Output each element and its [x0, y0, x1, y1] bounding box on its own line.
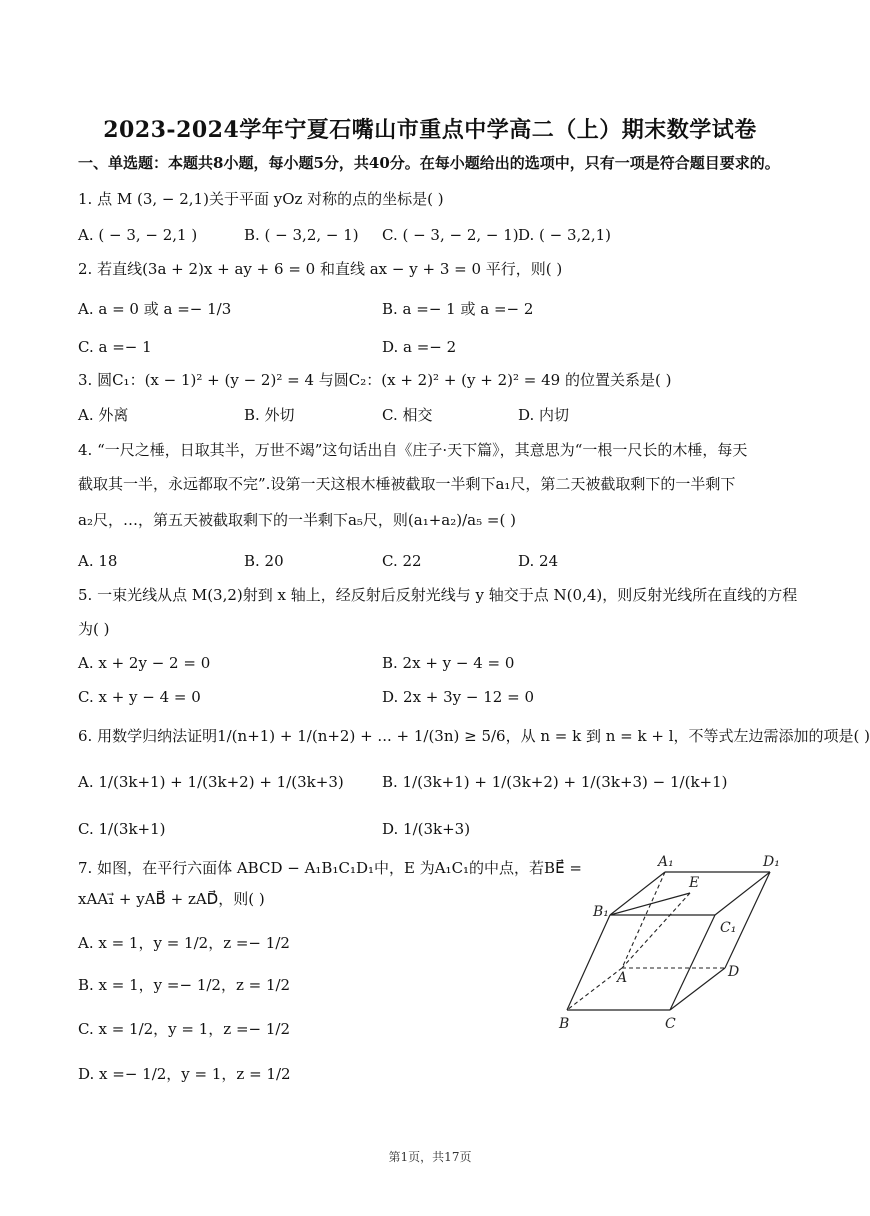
question-4-stem-line-3: a₂尺，…，第五天被截取剩下的一半剩下a₅尺，则(a₁+a₂)/a₅ =( ) — [78, 511, 516, 529]
label-e: E — [689, 875, 700, 891]
edge-b1-b — [567, 915, 610, 1010]
q3-option-c: C. 相交 — [382, 406, 433, 424]
label-c: C — [665, 1016, 676, 1032]
q6-option-b: B. 1/(3k+1) + 1/(3k+2) + 1/(3k+3) − 1/(k+1) — [382, 773, 728, 791]
q6-option-a: A. 1/(3k+1) + 1/(3k+2) + 1/(3k+3) — [78, 773, 344, 791]
q4-option-b: B. 20 — [244, 552, 284, 570]
label-d: D — [728, 964, 740, 980]
q1-option-d: D. ( − 3,2,1) — [518, 226, 612, 244]
q6-option-c: C. 1/(3k+1) — [78, 820, 166, 838]
q3-option-d: D. 内切 — [518, 406, 570, 424]
q1-option-b: B. ( − 3,2, − 1) — [244, 226, 359, 244]
edge-b1-a1 — [610, 872, 665, 915]
section-heading: 一、单选题：本题共8小题，每小题5分，共40分。在每小题给出的选项中，只有一项是符合题目要求的。 — [78, 154, 780, 172]
question-3-stem: 3. 圆C₁：(x − 1)² + (y − 2)² = 4 与圆C₂：(x + 2)² + (y + 2)² = 49 的位置关系是( ) — [78, 371, 672, 389]
label-d1: D₁ — [763, 854, 780, 870]
q2-option-d: D. a =− 2 — [382, 338, 457, 356]
q4-option-c: C. 22 — [382, 552, 422, 570]
q3-option-b: B. 外切 — [244, 406, 295, 424]
label-c1: C₁ — [720, 920, 737, 936]
segment-e-a-hidden — [622, 893, 690, 968]
question-4-stem-line-2: 截取其一半，永远都取不完”.设第一天这根木棰被截取一半剩下a₁尺，第二天被截取剩下的一半剩下 — [78, 475, 736, 493]
q7-option-a: A. x = 1，y = 1/2，z =− 1/2 — [78, 934, 290, 952]
q3-option-a: A. 外离 — [78, 406, 129, 424]
q4-option-d: D. 24 — [518, 552, 559, 570]
label-a: A — [617, 970, 628, 986]
q5-option-d: D. 2x + 3y − 12 = 0 — [382, 688, 534, 706]
question-5-stem-line-2: 为( ) — [78, 620, 110, 638]
q7-option-c: C. x = 1/2，y = 1，z =− 1/2 — [78, 1020, 291, 1038]
question-7-stem-line-1: 7. 如图，在平行六面体 ABCD − A₁B₁C₁D₁中，E 为A₁C₁的中点，若BE⃗ = — [78, 859, 582, 877]
question-5-stem-line-1: 5. 一束光线从点 M(3,2)射到 x 轴上，经反射后反射光线与 y 轴交于点 N(0,4)，则反射光线所在直线的方程 — [78, 586, 798, 604]
q5-option-a: A. x + 2y − 2 = 0 — [78, 654, 211, 672]
label-b1: B₁ — [593, 904, 609, 920]
q2-option-a: A. a = 0 或 a =− 1/3 — [78, 300, 232, 318]
question-6-stem: 6. 用数学归纳法证明1/(n+1) + 1/(n+2) + ... + 1/(3n) ≥ 5/6，从 n = k 到 n = k + l，不等式左边需添加的项是( ) — [78, 727, 870, 745]
page-footer: 第1页，共17页 — [388, 1150, 472, 1164]
label-b: B — [559, 1016, 570, 1032]
edge-c-d — [670, 968, 725, 1010]
question-1-stem: 1. 点 M (3, − 2,1)关于平面 yOz 对称的点的坐标是( ) — [78, 190, 444, 208]
q7-option-d: D. x =− 1/2，y = 1，z = 1/2 — [78, 1065, 291, 1083]
edge-a1-a-hidden — [622, 872, 665, 968]
q5-option-b: B. 2x + y − 4 = 0 — [382, 654, 515, 672]
q7-option-b: B. x = 1，y =− 1/2，z = 1/2 — [78, 976, 291, 994]
q1-option-a: A. ( − 3, − 2,1 ) — [78, 226, 198, 244]
question-2-stem: 2. 若直线(3a + 2)x + ay + 6 = 0 和直线 ax − y + 3 = 0 平行，则( ) — [78, 260, 563, 278]
label-a1: A₁ — [658, 854, 674, 870]
q4-option-a: A. 18 — [78, 552, 118, 570]
q2-option-c: C. a =− 1 — [78, 338, 152, 356]
edge-a-b-hidden — [567, 968, 622, 1010]
exam-title: 2023-2024学年宁夏石嘴山市重点中学高二（上）期末数学试卷 — [103, 117, 757, 143]
q2-option-b: B. a =− 1 或 a =− 2 — [382, 300, 534, 318]
q6-option-d: D. 1/(3k+3) — [382, 820, 471, 838]
edge-d1-c1 — [715, 872, 770, 915]
segment-b1-e — [610, 893, 690, 915]
parallelepiped-figure — [555, 850, 780, 1035]
question-7-stem-line-2: xAA₁⃗ + yAB⃗ + zAD⃗，则( ) — [78, 890, 265, 908]
edge-c1-c — [670, 915, 715, 1010]
q5-option-c: C. x + y − 4 = 0 — [78, 688, 201, 706]
question-4-stem-line-1: 4. “一尺之棰，日取其半，万世不竭”这句话出自《庄子·天下篇》，其意思为“一根一尺长的木棰，每天 — [78, 441, 748, 459]
q1-option-c: C. ( − 3, − 2, − 1) — [382, 226, 519, 244]
